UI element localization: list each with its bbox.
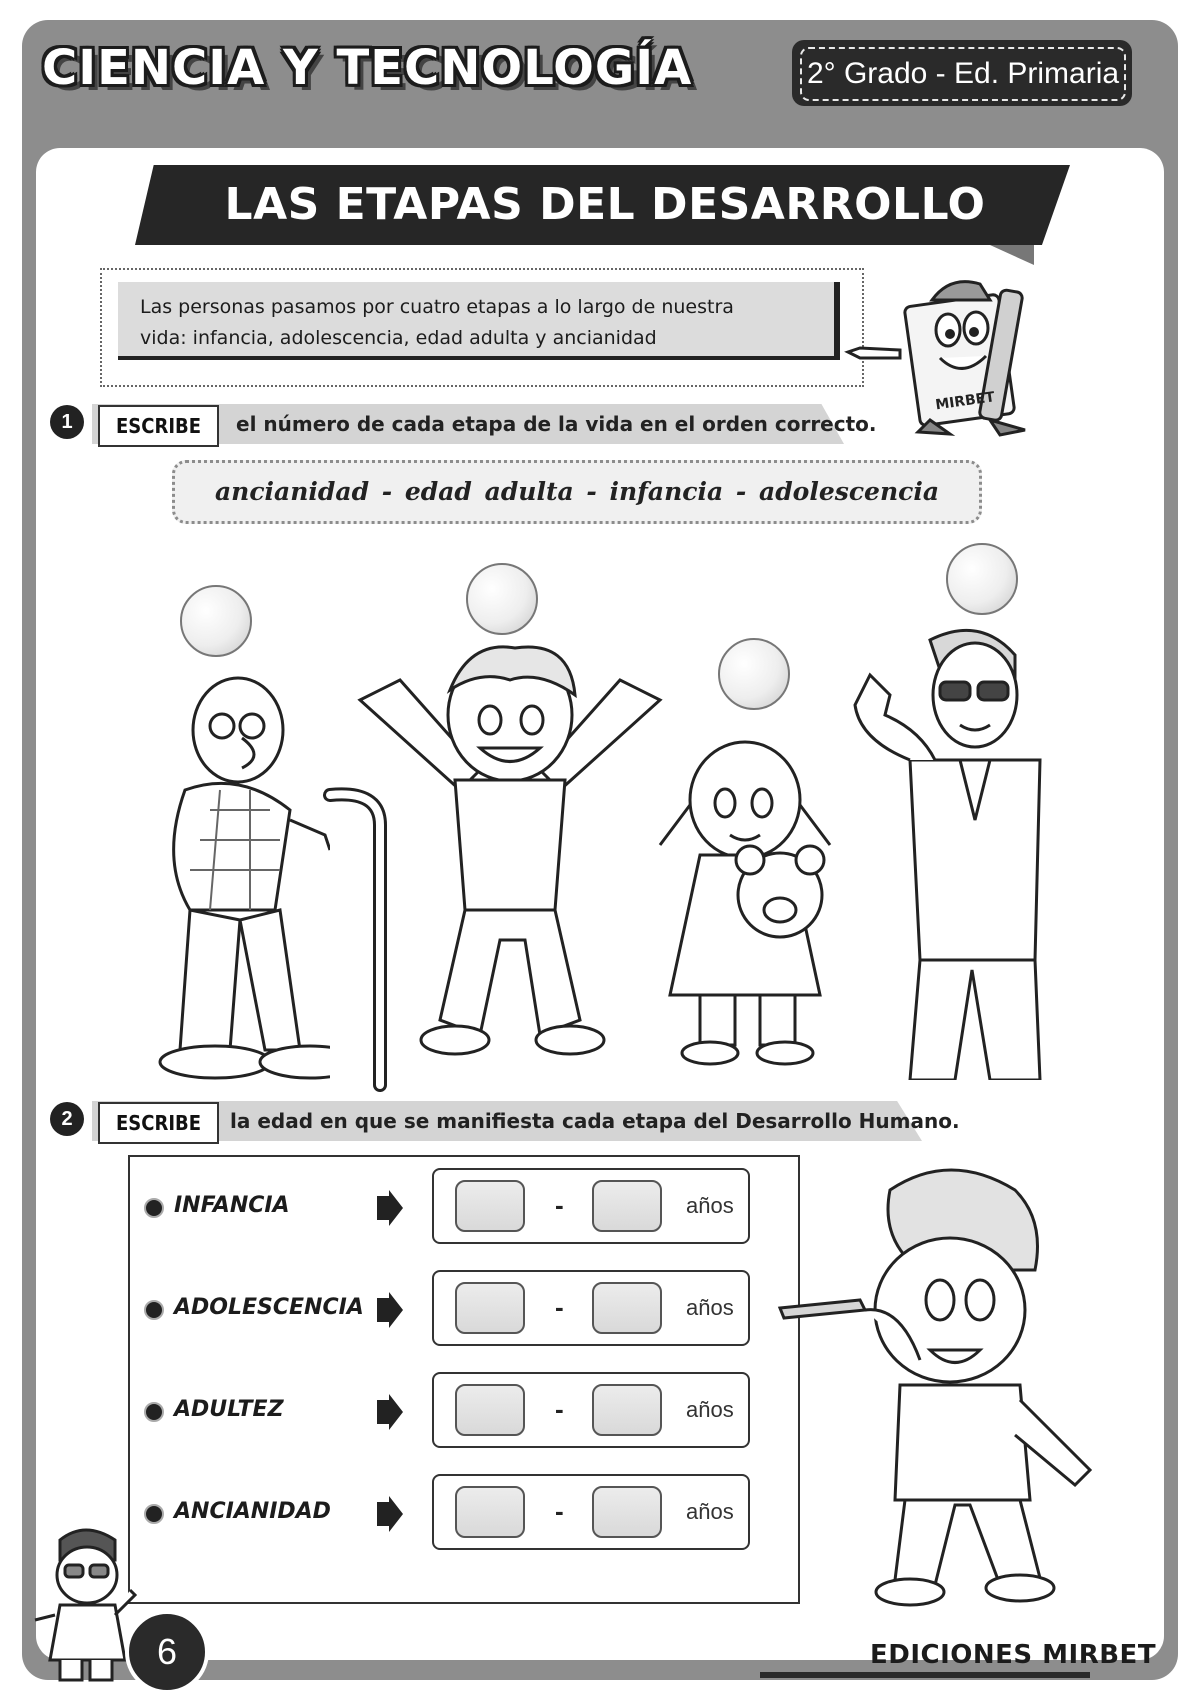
escribe-label-1: ESCRIBE — [98, 405, 219, 447]
escribe-label-2: ESCRIBE — [98, 1102, 219, 1144]
age-input-start[interactable] — [455, 1282, 525, 1334]
stage-label-adultez: ADULTEZ — [174, 1397, 284, 1422]
arrow-icon — [375, 1290, 405, 1330]
activity-number-1: 1 — [50, 405, 84, 439]
unit-label: años — [686, 1499, 734, 1524]
dash: - — [555, 1292, 564, 1322]
dash: - — [555, 1496, 564, 1526]
boy-with-pencil-illustration — [770, 1160, 1100, 1610]
subject-title: CIENCIA Y TECNOLOGÍA — [42, 40, 693, 96]
answer-circle-adult[interactable] — [946, 543, 1018, 615]
adult-man-illustration — [840, 620, 1060, 1080]
age-input-start[interactable] — [455, 1180, 525, 1232]
word-bank-text: ancianidad - edad adulta - infancia - adolescencia — [214, 477, 940, 506]
stage-label-adolescencia: ADOLESCENCIA — [174, 1295, 364, 1320]
intro-text — [118, 282, 840, 360]
page-title: LAS ETAPAS DEL DESARROLLO — [224, 179, 986, 230]
intro-line-2: vida: infancia, adolescencia, edad adulta y ancianidad — [140, 327, 657, 349]
mascot-label: MIRBET — [934, 389, 996, 414]
answer-circle-girl[interactable] — [718, 638, 790, 710]
publisher-name: EDICIONES MIRBET — [870, 1640, 1157, 1670]
bullet — [144, 1402, 164, 1422]
arrow-icon — [375, 1392, 405, 1432]
intro-line-1: Las personas pasamos por cuatro etapas a lo largo de nuestra — [140, 296, 734, 318]
instruction-2: la edad en que se manifiesta cada etapa del Desarrollo Humano. — [230, 1109, 960, 1133]
scientist-kid-illustration — [30, 1520, 140, 1685]
footer-bar — [760, 1672, 1090, 1678]
age-input-end[interactable] — [592, 1486, 662, 1538]
instruction-1: el número de cada etapa de la vida en el orden correcto. — [236, 412, 877, 436]
age-input-end[interactable] — [592, 1282, 662, 1334]
stage-label-ancianidad: ANCIANIDAD — [174, 1499, 331, 1524]
bullet — [144, 1504, 164, 1524]
age-input-start[interactable] — [455, 1384, 525, 1436]
unit-label: años — [686, 1397, 734, 1422]
age-input-end[interactable] — [592, 1180, 662, 1232]
page-number: 6 — [125, 1610, 209, 1694]
bullet — [144, 1300, 164, 1320]
unit-label: años — [686, 1193, 734, 1218]
stage-label-infancia: INFANCIA — [174, 1193, 290, 1218]
arrow-icon — [375, 1494, 405, 1534]
age-input-start[interactable] — [455, 1486, 525, 1538]
dash: - — [555, 1190, 564, 1220]
girl-with-teddy-illustration — [650, 735, 870, 1070]
banner-fold — [990, 245, 1034, 265]
dash: - — [555, 1394, 564, 1424]
age-input-end[interactable] — [592, 1384, 662, 1436]
answer-circle-elder[interactable] — [180, 585, 252, 657]
unit-label: años — [686, 1295, 734, 1320]
bullet — [144, 1198, 164, 1218]
grade-label: 2° Grado - Ed. Primaria — [800, 47, 1126, 101]
boy-illustration — [340, 640, 680, 1060]
activity-number-2: 2 — [50, 1102, 84, 1136]
arrow-icon — [375, 1188, 405, 1228]
answer-circle-boy[interactable] — [466, 563, 538, 635]
